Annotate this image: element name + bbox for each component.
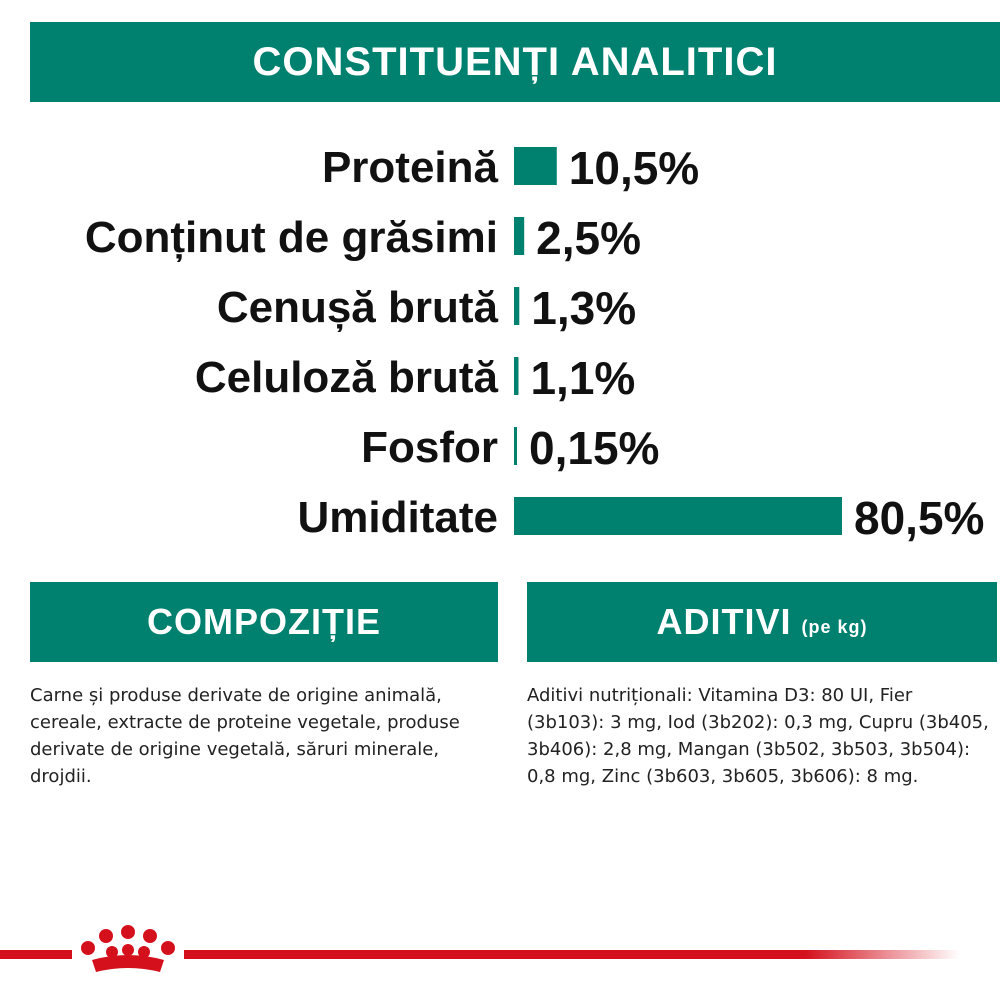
- value-bar: [514, 357, 518, 395]
- value-label: 0,15%: [529, 422, 660, 474]
- value-label: 1,3%: [531, 282, 637, 334]
- value-label: 10,5%: [568, 142, 700, 194]
- value-bar: [514, 217, 524, 255]
- value-label: 1,1%: [530, 352, 636, 404]
- value-label: 80,5%: [854, 492, 985, 544]
- value-bar: [514, 497, 842, 535]
- category-label: Fosfor: [361, 423, 498, 472]
- constituents-chart: [0, 130, 1000, 550]
- footer-line-right: [184, 950, 960, 959]
- value-bar: [514, 147, 557, 185]
- analytical-constituents-banner: [30, 22, 1000, 102]
- value-label: 2,5%: [536, 212, 642, 264]
- category-label: Umiditate: [297, 493, 498, 542]
- category-label: Celuloză brută: [194, 353, 498, 402]
- footer-line-left: [0, 950, 72, 959]
- additives-banner: [527, 582, 997, 662]
- value-bar: [514, 427, 517, 465]
- analytical-constituents-title: CONSTITUENȚI ANALITICI: [252, 39, 778, 84]
- value-bar: [514, 287, 519, 325]
- category-label: Conținut de grăsimi: [84, 213, 498, 262]
- composition-title: COMPOZIȚIE: [147, 601, 381, 642]
- composition-banner: [30, 582, 498, 662]
- category-label: Cenușă brută: [216, 283, 498, 332]
- category-label: Proteină: [321, 143, 498, 192]
- additives-text: Aditivi nutriționali: Vitamina D3: 80 UI, Fier (3b103): 3 mg, Iod (3b202): 0,3 mg, Cupru (3b405, 3b406): 2,8 mg, Mangan (3b502, 3b503, 3b504): 0,8 mg, Zinc (3b603, 3b605, 3b606): 8 mg.: [527, 685, 989, 787]
- brand-footer: [0, 920, 1000, 980]
- crown-icon: [81, 925, 175, 972]
- additives-title: ADITIVI: [656, 601, 792, 642]
- composition-text: Carne și produse derivate de origine animală, cereale, extracte de proteine vegetale, produse derivate de origine vegetală, săruri minerale, drojdii.: [30, 685, 460, 787]
- additives-subtitle: (pe kg): [801, 616, 868, 637]
